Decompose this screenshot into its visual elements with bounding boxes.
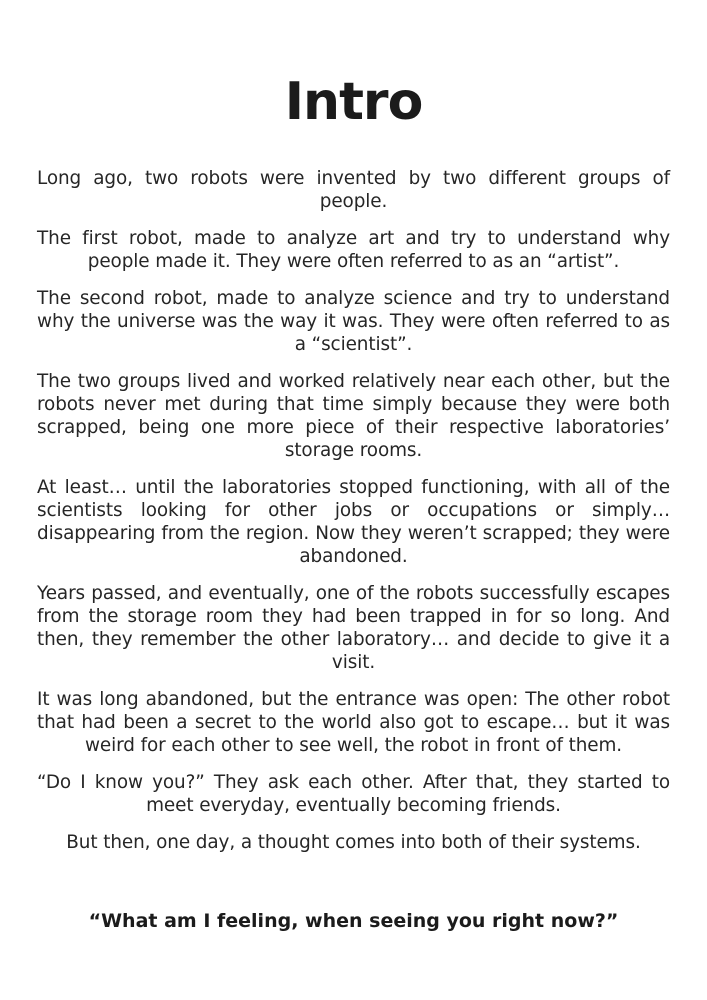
paragraph: It was long abandoned, but the entrance was open: The other robot that had been a secret to the world also got to escape… but it was weird for each other to see well, the robot in front of them. bbox=[37, 689, 670, 756]
paragraph: “Do I know you?” They ask each other. After that, they started to meet everyday, eventually becoming friends. bbox=[37, 772, 670, 816]
paragraph: The second robot, made to analyze science and try to understand why the universe was the way it was. They were often referred to as a “scientist”. bbox=[37, 288, 670, 355]
page-title: Intro bbox=[284, 72, 423, 132]
paragraph: The first robot, made to analyze art and try to understand why people made it. They were often referred to as an “artist”. bbox=[37, 228, 670, 272]
paragraph: The two groups lived and worked relatively near each other, but the robots never met during that time simply because they were both scrapped, being one more piece of their respective laboratories’ storage rooms. bbox=[37, 371, 670, 461]
story-body bbox=[37, 167, 670, 868]
paragraph: Years passed, and eventually, one of the robots successfully escapes from the storage room they had been trapped in for so long. And then, they remember the other laboratory… and decide to give it a visit. bbox=[37, 583, 670, 673]
paragraph: At least… until the laboratories stopped functioning, with all of the scientists looking for other jobs or occupations or simply… disappearing from the region. Now they weren’t scrapped; they were abandoned. bbox=[37, 477, 670, 567]
paragraph: But then, one day, a thought comes into both of their systems. bbox=[66, 832, 641, 853]
closing-quote: “What am I feeling, when seeing you right now?” bbox=[88, 910, 619, 932]
paragraph: Long ago, two robots were invented by two different groups of people. bbox=[37, 168, 670, 212]
